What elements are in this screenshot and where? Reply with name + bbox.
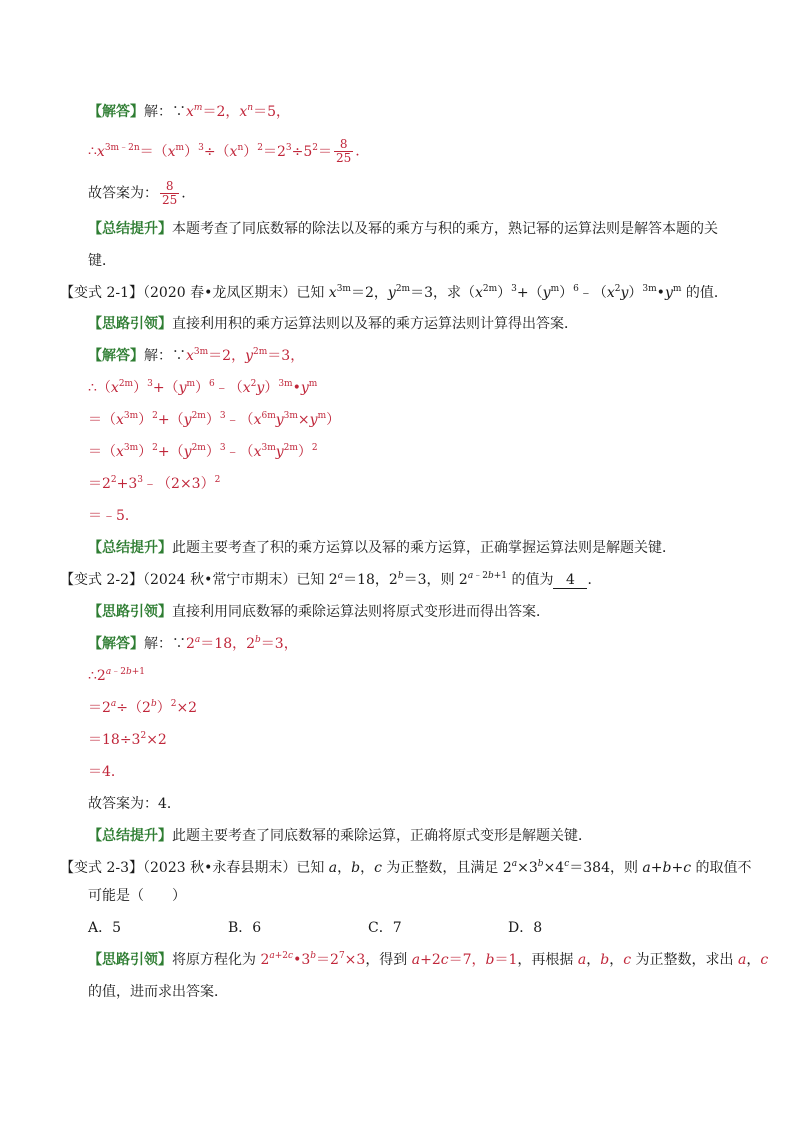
summary-text: 本题考查了同底数幂的除法以及幂的乘方与积的乘方，熟记幂的运算法则是解答本题的关 bbox=[172, 221, 718, 237]
final-fraction bbox=[160, 180, 179, 207]
fraction-8-25 bbox=[334, 138, 353, 165]
v23-idea-line2: 的值，进而求出答案． bbox=[88, 984, 228, 1000]
answer-label: 【解答】 bbox=[88, 348, 144, 364]
summary-text: 此题主要考查了同底数幂的乘除运算，正确将原式变形是解题关键． bbox=[172, 828, 592, 844]
ex1-final-line bbox=[88, 180, 186, 207]
summary-text: 此题主要考查了积的乘方运算以及幂的乘方运算，正确掌握运算法则是解题关键． bbox=[172, 540, 676, 556]
therefore-symbol: ∴ bbox=[88, 143, 97, 160]
answer-blank: 4 bbox=[553, 572, 587, 589]
final-numerator: 8 bbox=[160, 180, 179, 194]
v22-question: 已知 $2^a=18$，$2^b=3$，则 $2^{a﹣2b+1}$ 的值为 bbox=[296, 571, 554, 588]
period: ． bbox=[587, 572, 602, 588]
v23-question-line1 bbox=[60, 858, 752, 878]
idea-label: 【思路引领】 bbox=[88, 316, 172, 332]
v23-idea-line1 bbox=[88, 950, 768, 970]
idea-label: 【思路引领】 bbox=[88, 604, 172, 620]
ex1-answer-line bbox=[88, 102, 290, 122]
v22-final: 故答案为：4． bbox=[88, 796, 181, 812]
v21-idea-line bbox=[88, 314, 578, 334]
period: . bbox=[181, 185, 186, 202]
v22-answer-line bbox=[88, 634, 298, 654]
variant-source: （2023 秋•永春县期末） bbox=[143, 860, 297, 876]
summary-label: 【总结提升】 bbox=[88, 540, 172, 556]
v22-question-line bbox=[60, 570, 601, 590]
v21-step4: $=2^2+3^3﹣(2\times 3)^2$ bbox=[88, 475, 221, 492]
variant-2-3-head: 【变式 2-3】 bbox=[60, 860, 143, 876]
fraction-numerator: 8 bbox=[334, 138, 353, 152]
v22-step3: $=18\div 3^2\times 2$ bbox=[88, 731, 167, 748]
summary-label: 【总结提升】 bbox=[88, 221, 172, 237]
v21-step1: $\therefore(x^{2m})^3+(y^m)^6﹣(x^2y)^{3m}•y^m$ bbox=[88, 379, 318, 396]
option-b[interactable]: B．6 bbox=[228, 920, 262, 936]
final-answer-prefix: 故答案为： bbox=[88, 185, 158, 202]
idea-text: 直接利用同底数幂的乘除运算法则将原式变形进而得出答案． bbox=[172, 604, 550, 620]
v21-given: 解：$\because x^{3m}=2$，$y^{2m}=3$， bbox=[144, 347, 305, 364]
v21-summary-line bbox=[88, 538, 676, 558]
v22-summary-line bbox=[88, 826, 592, 846]
v22-step2: $=2^a\div(2^b)^2\times 2$ bbox=[88, 699, 198, 716]
final-denominator: 25 bbox=[162, 193, 178, 207]
fraction-denominator: 25 bbox=[336, 151, 352, 165]
variant-2-2-head: 【变式 2-2】 bbox=[60, 572, 143, 588]
v22-step4: ＝4． bbox=[88, 764, 125, 780]
answer-label: 【解答】 bbox=[88, 636, 144, 652]
idea-text: 将原方程化为 $2^{a+2c}•3^b=2^7\times 3$，得到 a+2c＝7，b＝1，再根据 a，b，c 为正整数，求出 a，c bbox=[172, 951, 769, 968]
idea-label: 【思路引领】 bbox=[88, 952, 172, 968]
ex1-summary-line2 bbox=[88, 251, 116, 271]
v21-question: 已知 $x^{3m}=2$，$y^{2m}=3$，求$(x^{2m})^3+(y^m)^6﹣(x^2y)^{3m}•y^m$ 的值． bbox=[296, 284, 728, 301]
because-symbol: ∵ bbox=[172, 104, 186, 120]
v23-options bbox=[88, 918, 648, 938]
variant-source: （2024 秋•常宁市期末） bbox=[143, 572, 297, 588]
v23-question: 已知 a，b，c 为正整数，且满足 $2^a\times 3^b\times 4^c=384$，则 a+b+c 的取值不 bbox=[296, 859, 752, 876]
v22-step1: $\therefore 2^{a﹣2b+1}$ bbox=[88, 667, 145, 684]
jie-text: 解： bbox=[144, 104, 172, 120]
ex1-summary-line1 bbox=[88, 219, 718, 239]
period: . bbox=[355, 143, 360, 160]
option-a[interactable]: A．5 bbox=[88, 920, 122, 936]
v22-given: 解：$\because 2^a=18$，$2^b=3$， bbox=[144, 635, 298, 652]
v21-step3: $=(x^{3m})^2+(y^{2m})^3﹣(x^{3m}y^{2m})^2$ bbox=[88, 443, 318, 460]
v21-question-line bbox=[60, 283, 728, 303]
variant-source: （2020 春•龙凤区期末） bbox=[143, 285, 297, 301]
answer-label: 【解答】 bbox=[88, 104, 144, 120]
option-d[interactable]: D．8 bbox=[508, 920, 543, 936]
option-c[interactable]: C．7 bbox=[368, 920, 402, 936]
v22-idea-line bbox=[88, 602, 550, 622]
variant-2-1-head: 【变式 2-1】 bbox=[60, 285, 143, 301]
v21-answer-line bbox=[88, 346, 304, 366]
ex1-step-line bbox=[88, 138, 360, 165]
v23-question-line2: 可能是（ ） bbox=[88, 888, 186, 904]
given-conditions: $x^m=2$，$x^n=5$， bbox=[186, 103, 290, 120]
v21-step5: ＝﹣5． bbox=[88, 508, 139, 524]
summary-text-cont: 键． bbox=[88, 253, 116, 269]
ex1-expression: $x^{3m﹣2n}=(x^m)^3\div(x^n)^2=2^3\div 5^2=$ bbox=[96, 142, 333, 160]
summary-label: 【总结提升】 bbox=[88, 828, 172, 844]
v21-step2: $=(x^{3m})^2+(y^{2m})^3﹣(x^{6m}y^{3m}\times y^m)$ bbox=[88, 411, 341, 428]
idea-text: 直接利用积的乘方运算法则以及幂的乘方运算法则计算得出答案． bbox=[172, 316, 578, 332]
